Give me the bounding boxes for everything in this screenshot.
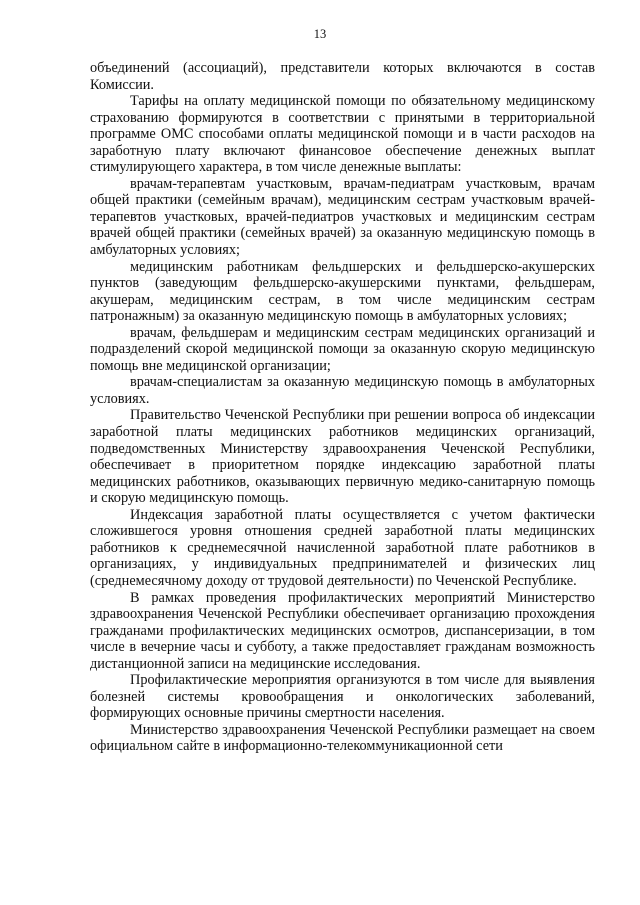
paragraph-ministry-website: Министерство здравоохранения Чеченской Республики размещает на своем официальном сайте в информационно-телекоммуникационной сети	[90, 721, 595, 755]
paragraph-continuation: объединений (ассоциаций), представители которых включаются в состав Комиссии.	[90, 60, 595, 93]
paragraph-feldsher-points: медицинским работникам фельдшерских и фельдшерско-акушерских пунктов (заведующим фельдшерско-акушерскими пунктами, фельдшерам, акушерам, медицинским сестрам, в том числе медицинским сестрам патронажным) за оказанную медицинскую помощь в амбулаторных условиях;	[90, 258, 595, 325]
paragraph-salary-indexation: Индексация заработной платы осуществляется с учетом фактически сложившегося уровня отношения средней заработной платы медицинских работников к среднемесячной начисленной заработной плате работников в организациях, у индивидуальных предпринимателей и физических лиц (среднемесячному доходу от трудовой деятельности) по Чеченской Республике.	[90, 506, 595, 589]
paragraph-district-doctors: врачам-терапевтам участковым, врачам-педиатрам участковым, врачам общей практики (семейным врачам), медицинским сестрам участковым врачей-терапевтов участковых, врачей-педиатров участковых и медицинским сестрам врачей общей практики (семейных врачей) за оказанную медицинскую помощь в амбулаторных условиях;	[90, 175, 595, 259]
page-number: 13	[313, 27, 327, 41]
paragraph-tariffs: Тарифы на оплату медицинской помощи по обязательному медицинскому страхованию формируются в соответствии с принятыми в территориальной программе ОМС способами оплаты медицинской помощи и в части расходов на заработную плату включают финансовое обеспечение денежных выплат стимулирующего характера, в том числе денежные выплаты:	[90, 93, 595, 176]
paragraph-preventive-measures: В рамках проведения профилактических мероприятий Министерство здравоохранения Чеченской Республики обеспечивает организацию прохождения гражданами профилактических медицинских осмотров, диспансеризации, в том числе в вечерние часы и субботу, а также предоставляет гражданам возможность дистанционной записи на медицинские исследования.	[90, 589, 595, 672]
paragraph-preventive-purpose: Профилактические мероприятия организуются в том числе для выявления болезней системы кровообращения и онкологических заболеваний, формирующих основные причины смертности населения.	[90, 672, 595, 722]
paragraph-specialists: врачам-специалистам за оказанную медицинскую помощь в амбулаторных условиях.	[90, 374, 595, 407]
paragraph-emergency-care: врачам, фельдшерам и медицинским сестрам медицинских организаций и подразделений скорой медицинской помощи за оказанную скорую медицинскую помощь вне медицинской организации;	[90, 324, 595, 374]
paragraph-government-indexation: Правительство Чеченской Республики при решении вопроса об индексации заработной платы медицинских работников медицинских организаций, подведомственных Министерству здравоохранения Чеченской Республики, обеспечивает в приоритетном порядке индексацию заработной платы медицинских работников, оказывающих первичную медико-санитарную помощь и скорую медицинскую помощь.	[90, 407, 595, 507]
document-body	[90, 60, 595, 755]
